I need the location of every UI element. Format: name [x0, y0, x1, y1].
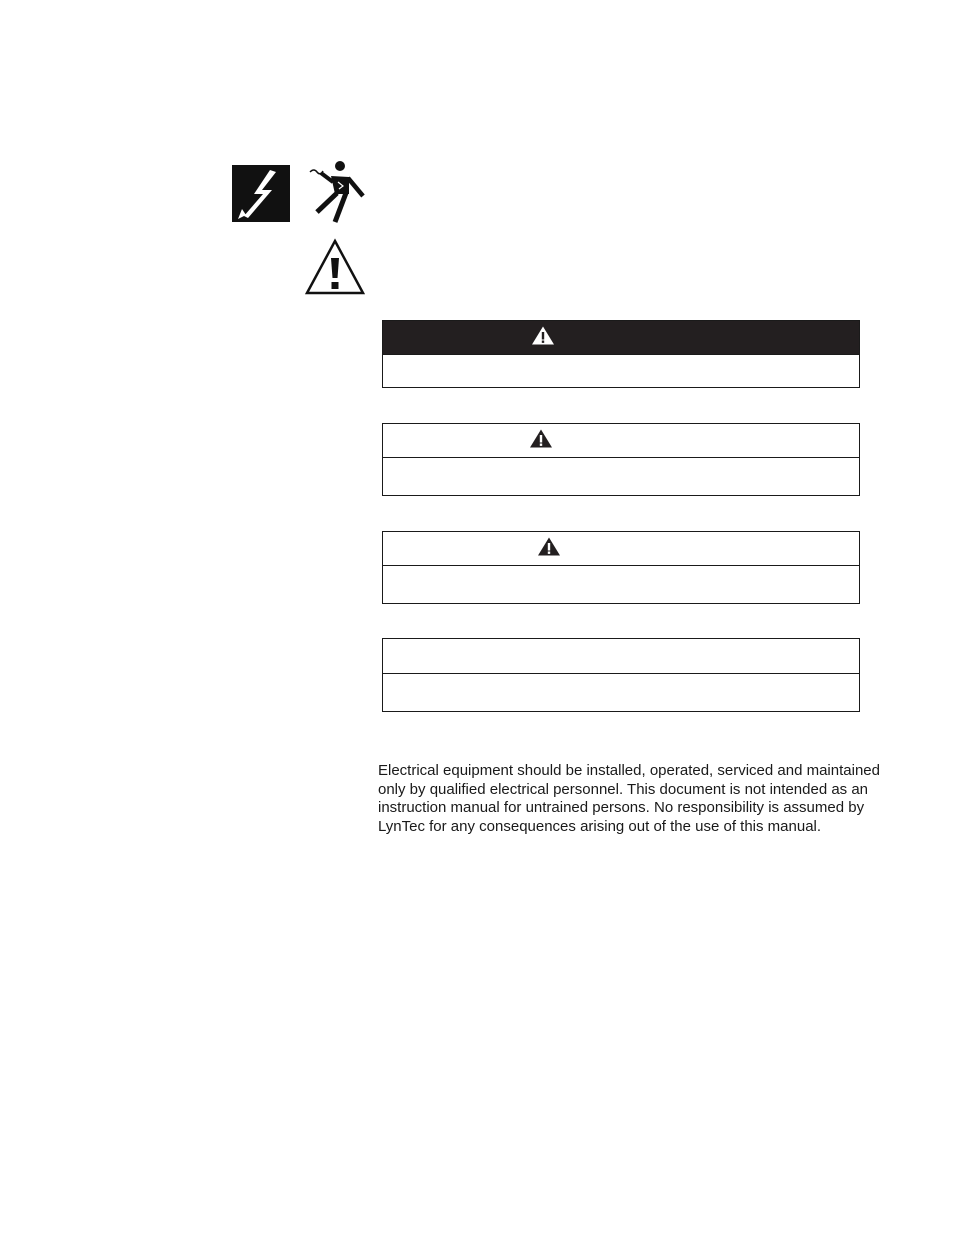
danger-box-header	[383, 321, 859, 355]
alert-triangle-icon	[537, 536, 561, 561]
notice-box	[382, 638, 860, 712]
exclamation-triangle-icon	[304, 238, 366, 295]
alert-triangle-icon	[531, 325, 555, 350]
warning-box-header	[383, 424, 859, 458]
notice-box-header	[383, 639, 859, 674]
alert-triangle-icon	[529, 428, 553, 453]
caution-box	[382, 531, 860, 604]
disclaimer-text: Electrical equipment should be installed, operated, serviced and maintained only by qualified electrical personnel. This document is not intended as an instruction manual for untrained persons. No responsibility is assumed by LynTec for any consequences arising out of the use of this manual.	[378, 762, 880, 835]
warning-box	[382, 423, 860, 496]
caution-box-header	[383, 532, 859, 566]
lightning-bolt-icon	[232, 165, 290, 222]
danger-box	[382, 320, 860, 388]
electric-shock-person-icon	[305, 160, 367, 224]
